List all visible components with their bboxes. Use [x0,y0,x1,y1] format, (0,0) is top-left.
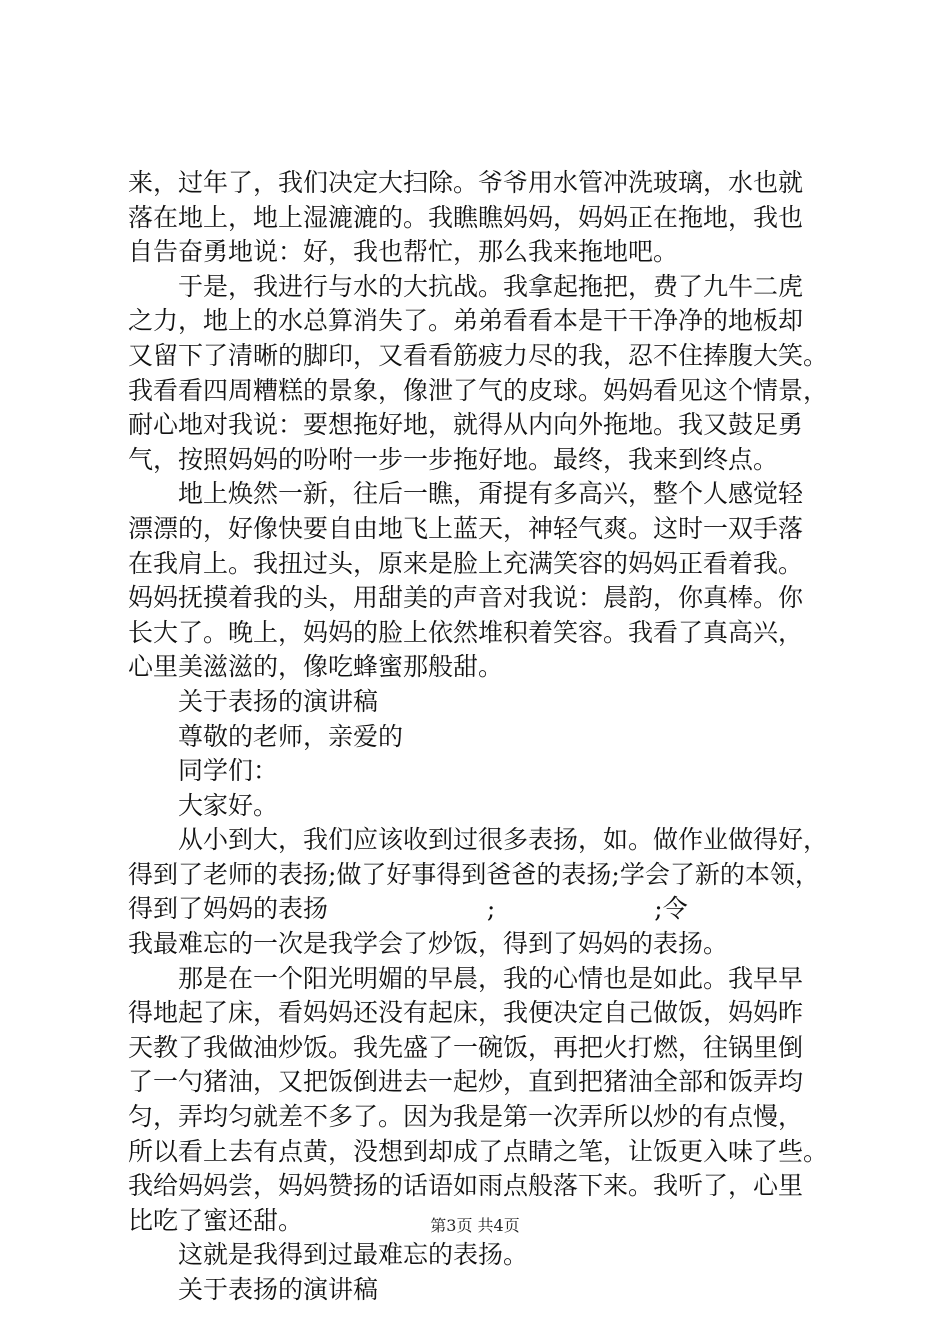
text-line: 了一勺猪油，又把饭倒进去一起炒，直到把猪油全部和饭弄均 [128,1067,804,1097]
text-line: 长大了。晚上，妈妈的脸上依然堆积着笑容。我看了真高兴， [128,617,804,647]
text-line: 得地起了床，看妈妈还没有起床，我便决定自己做饭，妈妈昨 [128,998,804,1028]
text-line: 落在地上，地上湿漉漉的。我瞧瞧妈妈，妈妈正在拖地，我也 [128,202,804,232]
text-line: 地上焕然一新，往后一瞧，甭提有多高兴，整个人感觉轻 [178,479,804,509]
text-line: 来，过年了，我们决定大扫除。爷爷用水管冲洗玻璃，水也就 [128,168,804,197]
text-line: 妈妈抚摸着我的头，用甜美的声音对我说：晨韵，你真棒。你 [128,583,804,613]
text-line: 在我肩上。我扭过头，原来是脸上充满笑容的妈妈正看着我。 [128,548,804,578]
text-line: 那是在一个阳光明媚的早晨，我的心情也是如此。我早早 [178,963,804,993]
document-body [128,166,828,1308]
text-line: 我看看四周糟糕的景象，像泄了气的皮球。妈妈看见这个情景， [128,375,829,405]
text-line: 比吃了蜜还甜。 [128,1205,304,1235]
text-line: 这就是我得到过最难忘的表扬。 [178,1240,529,1270]
text-line: 我最难忘的一次是我学会了炒饭，得到了妈妈的表扬。 [128,929,729,959]
text-line: 又留下了清晰的脚印，又看看筋疲力尽的我，忍不住捧腹大笑。 [128,340,829,370]
section-title: 关于表扬的演讲稿 [178,1275,379,1304]
text-line: 自告奋勇地说：好，我也帮忙，那么我来拖地吧。 [128,237,679,267]
greeting-line: 大家好。 [178,790,279,820]
text-line: 我给妈妈尝，妈妈赞扬的话语如雨点般落下来。我听了，心里 [128,1171,804,1201]
section-title: 关于表扬的演讲稿 [178,686,379,716]
text-line: 耐心地对我说：要想拖好地，就得从内向外拖地。我又鼓足勇 [128,410,804,440]
page-number-footer: 第3页 共4页 [430,1216,520,1235]
text-line: 天教了我做油炒饭。我先盛了一碗饭，再把火打燃，往锅里倒 [128,1032,804,1062]
text-line: 于是，我进行与水的大抗战。我拿起拖把，费了九牛二虎 [178,271,804,301]
text-line: 心里美滋滋的，像吃蜂蜜那般甜。 [128,652,504,682]
text-line: 所以看上去有点黄，没想到却成了点睛之笔，让饭更入味了些。 [128,1136,829,1166]
salutation-line: 同学们： [178,756,279,786]
text-line: 从小到大，我们应该收到过很多表扬，如。做作业做得好， [178,825,829,855]
text-line: 得到了妈妈的表扬 ; ;令 [128,894,688,924]
salutation-line: 尊敬的老师，亲爱的 [178,721,404,751]
text-line: 得到了老师的表扬;做了好事得到爸爸的表扬;学会了新的本领， [128,859,820,889]
text-line: 气，按照妈妈的吩咐一步一步拖好地。最终，我来到终点。 [128,444,779,474]
text-line: 之力，地上的水总算消失了。弟弟看看本是干干净净的地板却 [128,306,804,336]
text-line: 匀，弄均匀就差不多了。因为我是第一次弄所以炒的有点慢， [128,1102,804,1132]
text-line: 漂漂的，好像快要自由地飞上蓝天，神轻气爽。这时一双手落 [128,513,804,543]
